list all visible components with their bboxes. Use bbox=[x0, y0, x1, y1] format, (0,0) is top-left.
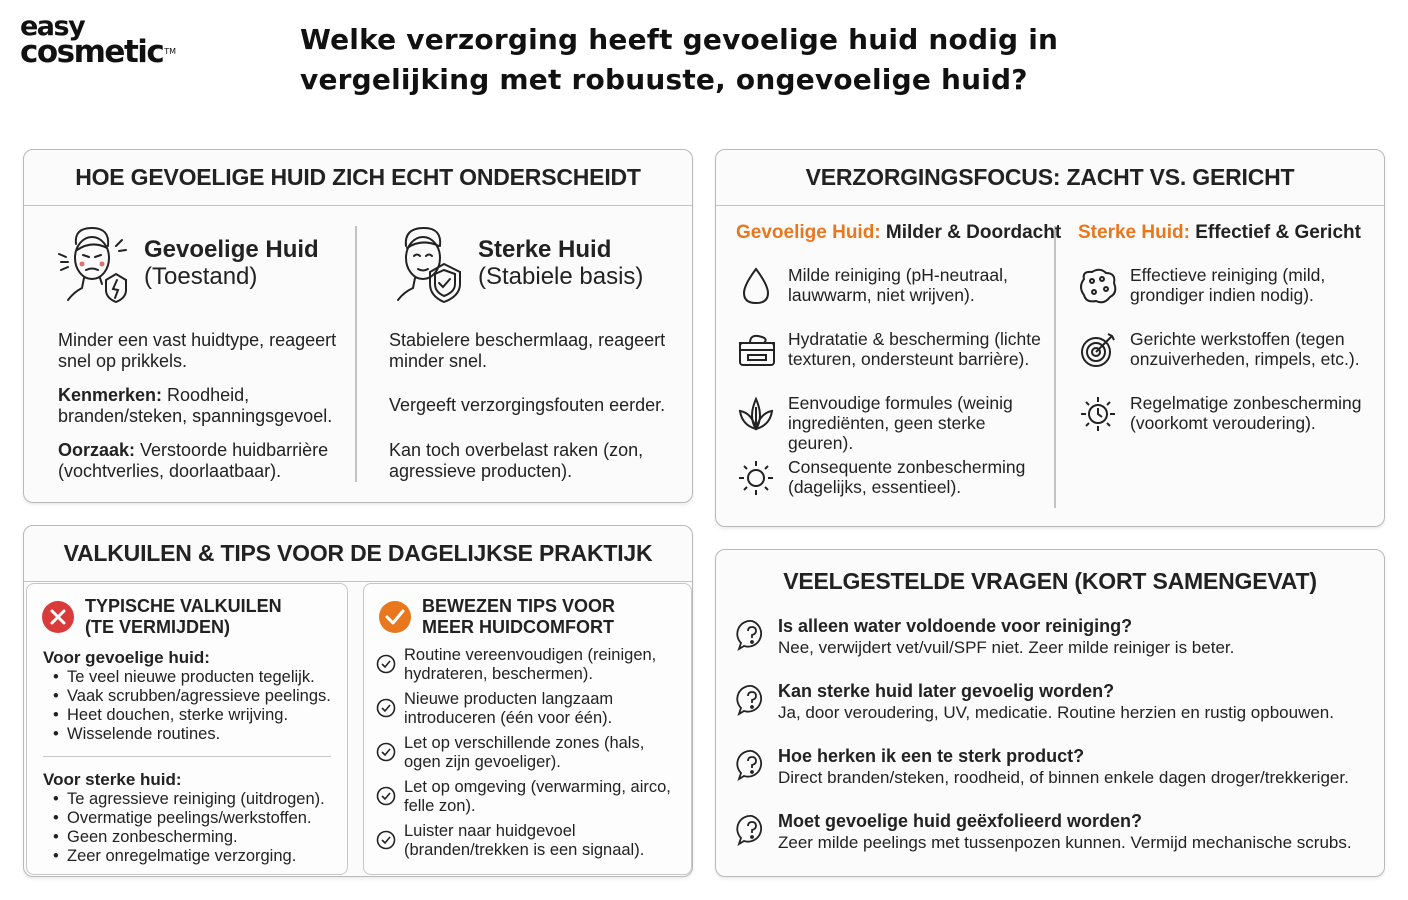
sensitive-description: Minder een vast huidtype, reageert snel op prikkels. bbox=[58, 330, 337, 371]
tips-heading bbox=[378, 596, 642, 638]
check-icon bbox=[376, 698, 396, 718]
strong-description: Stabielere beschermlaag, reageert minder snel. bbox=[389, 330, 666, 371]
faq-question: Hoe herken ik een te sterk product? bbox=[778, 746, 1085, 766]
sensitive-subtitle: (Toestand) bbox=[144, 263, 258, 290]
faq-content bbox=[778, 681, 1334, 723]
pitfalls-box bbox=[26, 583, 348, 875]
faq-item bbox=[736, 746, 1349, 788]
column-divider bbox=[355, 226, 357, 482]
care-item bbox=[1078, 393, 1380, 435]
faq-content bbox=[778, 616, 1234, 658]
check-icon bbox=[376, 742, 396, 762]
care-item bbox=[1078, 329, 1380, 371]
sensitive-skin-heading bbox=[54, 222, 319, 304]
logo-word: cosmetic bbox=[20, 34, 164, 70]
tips-box bbox=[363, 583, 692, 875]
panel-care-focus bbox=[715, 149, 1385, 527]
faq-question: Moet gevoelige huid geëxfolieerd worden? bbox=[778, 811, 1143, 831]
faq-question: Kan sterke huid later gevoelig worden? bbox=[778, 681, 1115, 701]
tip-item bbox=[376, 778, 674, 816]
question-bubble-icon bbox=[736, 684, 768, 716]
heading-rest: Effectief & Gericht bbox=[1189, 222, 1361, 243]
tip-text: Routine vereenvoudigen (reinigen, hydrateren, beschermen). bbox=[404, 646, 657, 683]
faq-item bbox=[736, 616, 1234, 658]
strong-care-heading bbox=[1078, 222, 1361, 244]
panel-header: HOE GEVOELIGE HUID ZICH ECHT ONDERSCHEIDT bbox=[24, 150, 692, 206]
target-icon bbox=[1078, 329, 1118, 371]
group-divider bbox=[43, 756, 331, 757]
strong-overload: Kan toch overbelast raken (zon, agressieve producten). bbox=[389, 440, 644, 481]
cream-jar-icon bbox=[736, 329, 776, 371]
list-item: • Overmatige peelings/werkstoffen. bbox=[53, 809, 325, 828]
pitfalls-sensitive-label: Voor gevoelige huid: bbox=[43, 648, 210, 667]
panel-differences bbox=[23, 149, 693, 503]
tip-item bbox=[376, 646, 674, 684]
logo-line-2 bbox=[20, 34, 190, 70]
sensitive-traits bbox=[58, 385, 348, 427]
care-item-text: Effectieve reiniging (mild, grondiger indien nodig). bbox=[1130, 265, 1326, 305]
care-item-text: Milde reiniging (pH-neutraal, lauwwarm, niet wrijven). bbox=[788, 265, 1008, 305]
logo-line-1: easy bbox=[20, 11, 85, 42]
faq-item bbox=[736, 681, 1334, 723]
care-item-text: Eenvoudige formules (weinig ingrediënten, geen sterke geuren). bbox=[788, 393, 1013, 453]
tip-item bbox=[376, 734, 674, 772]
faq-content bbox=[778, 746, 1349, 788]
care-item bbox=[736, 329, 1046, 371]
strong-title-main: Sterke Huid bbox=[478, 236, 612, 263]
tips-title: BEWEZEN TIPS VOOR MEER HUIDCOMFORT bbox=[422, 596, 616, 637]
tip-text: Luister naar huidgevoel (branden/trekken is een signaal). bbox=[404, 822, 645, 859]
pitfalls-title: TYPISCHE VALKUILEN (TE VERMIJDEN) bbox=[85, 596, 282, 637]
strong-subtitle: (Stabiele basis) bbox=[478, 263, 644, 290]
heading-highlight: Gevoelige Huid: bbox=[736, 222, 881, 243]
question-bubble-icon bbox=[736, 814, 768, 846]
traits-label: Kenmerken: bbox=[58, 385, 163, 405]
question-bubble-icon bbox=[736, 619, 768, 651]
panel-header: VALKUILEN & TIPS VOOR DE DAGELIJKSE PRAKTIJK bbox=[24, 526, 692, 582]
pitfalls-strong-label: Voor sterke huid: bbox=[43, 770, 182, 789]
list-item: • Te agressieve reiniging (uitdrogen). bbox=[53, 790, 325, 809]
heading-rest: Milder & Doordacht bbox=[880, 222, 1062, 243]
list-item: • Zeer onregelmatige verzorging. bbox=[53, 847, 325, 866]
sun-icon bbox=[736, 457, 776, 499]
calm-face-shield-icon bbox=[388, 222, 466, 304]
close-circle-icon bbox=[41, 600, 75, 634]
cause-text: Verstoorde huidbarrière (vochtverlies, doorlaatbaar). bbox=[58, 440, 329, 481]
tip-text: Nieuwe producten langzaam introduceren (één voor één). bbox=[404, 690, 614, 727]
sensitive-title-main: Gevoelige Huid bbox=[144, 236, 319, 263]
panel-faq bbox=[715, 549, 1385, 877]
faq-answer: Ja, door veroudering, UV, medicatie. Routine herzien en rustig opbouwen. bbox=[778, 703, 1334, 722]
traits-text: Roodheid, branden/steken, spanningsgevoel. bbox=[58, 385, 333, 426]
cause-label: Oorzaak: bbox=[58, 440, 136, 460]
tip-text: Let op omgeving (verwarming, airco, felle zon). bbox=[404, 778, 671, 815]
care-item bbox=[736, 457, 1038, 499]
heading-highlight: Sterke Huid: bbox=[1078, 222, 1190, 243]
care-item-text: Gerichte werkstoffen (tegen onzuiverheden, rimpels, etc.). bbox=[1130, 329, 1360, 369]
care-item-text: Hydratatie & bescherming (lichte texturen, ondersteunt barrière). bbox=[788, 329, 1041, 369]
faq-answer: Nee, verwijdert vet/vuil/SPF niet. Zeer milde reiniger is beter. bbox=[778, 638, 1235, 657]
pitfalls-strong-list bbox=[53, 790, 325, 866]
brand-logo bbox=[20, 11, 190, 70]
list-item: • Vaak scrubben/agressieve peelings. bbox=[53, 687, 331, 706]
tip-text: Let op verschillende zones (hals, ogen zijn gevoeliger). bbox=[404, 734, 645, 771]
care-item bbox=[736, 265, 1038, 307]
care-item-text: Regelmatige zonbescherming (voorkomt veroudering). bbox=[1130, 393, 1362, 433]
tip-item bbox=[376, 690, 674, 728]
faq-answer: Direct branden/steken, roodheid, of binnen enkele dagen droger/trekkeriger. bbox=[778, 768, 1349, 787]
sun-clock-icon bbox=[1078, 393, 1118, 435]
check-icon bbox=[376, 786, 396, 806]
care-item bbox=[1078, 265, 1370, 307]
panel-header: VERZORGINGSFOCUS: ZACHT VS. GERICHT bbox=[716, 150, 1384, 206]
list-item: • Wisselende routines. bbox=[53, 725, 331, 744]
check-icon bbox=[376, 654, 396, 674]
irritated-face-icon bbox=[54, 222, 132, 304]
column-divider bbox=[1054, 226, 1056, 508]
check-icon bbox=[376, 830, 396, 850]
question-bubble-icon bbox=[736, 749, 768, 781]
faq-item bbox=[736, 811, 1352, 853]
care-item-text: Consequente zonbescherming (dagelijks, essentieel). bbox=[788, 457, 1026, 497]
pitfalls-sensitive-list bbox=[53, 668, 331, 744]
faq-answer: Zeer milde peelings met tussenpozen kunnen. Vermijd mechanische scrubs. bbox=[778, 833, 1352, 852]
tip-item bbox=[376, 822, 674, 860]
leaf-icon bbox=[736, 393, 776, 435]
drop-icon bbox=[736, 265, 776, 307]
panel-header: VEELGESTELDE VRAGEN (KORT SAMENGEVAT) bbox=[783, 567, 1317, 594]
list-item: • Heet douchen, sterke wrijving. bbox=[53, 706, 331, 725]
strong-skin-heading bbox=[388, 222, 643, 304]
panel-pitfalls-tips bbox=[23, 525, 693, 877]
sensitive-cause bbox=[58, 440, 348, 482]
faq-question: Is alleen water voldoende voor reiniging? bbox=[778, 616, 1133, 636]
strong-title bbox=[478, 236, 643, 290]
faq-content bbox=[778, 811, 1352, 853]
list-item: • Te veel nieuwe producten tegelijk. bbox=[53, 668, 331, 687]
care-item bbox=[736, 393, 1050, 453]
logo-trademark: TM bbox=[164, 47, 177, 56]
strong-forgive: Vergeeft verzorgingsfouten eerder. bbox=[389, 395, 666, 415]
page-title: Welke verzorging heeft gevoelige huid nodig in vergelijking met robuuste, ongevoelige huid? bbox=[300, 23, 1059, 96]
check-circle-icon bbox=[378, 600, 412, 634]
list-item: • Geen zonbescherming. bbox=[53, 828, 325, 847]
sensitive-title bbox=[144, 236, 319, 290]
sponge-icon bbox=[1078, 265, 1118, 307]
pitfalls-heading bbox=[41, 596, 295, 638]
sensitive-care-heading bbox=[736, 222, 1061, 244]
